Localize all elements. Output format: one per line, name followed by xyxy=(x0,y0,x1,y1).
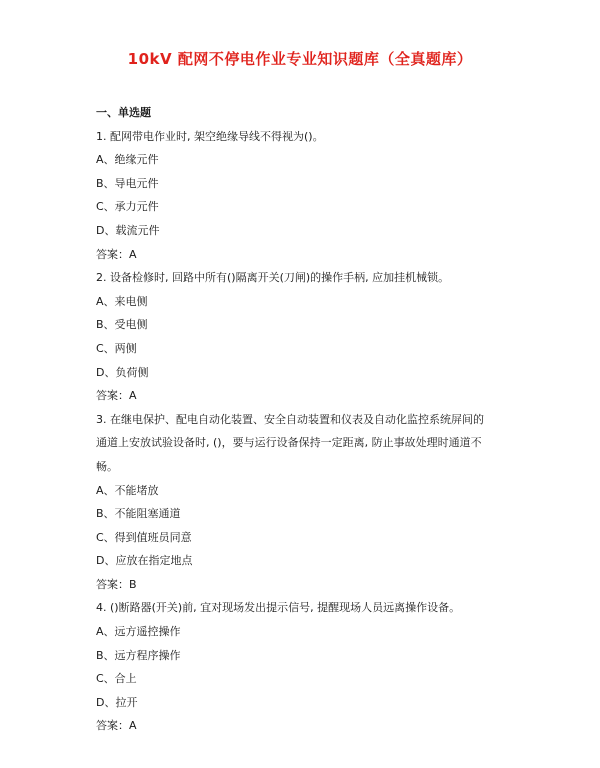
question-block xyxy=(96,596,516,738)
document-title: 10kV 配网不停电作业专业知识题库（全真题库） xyxy=(127,50,473,68)
option-d: D、应放在指定地点 xyxy=(96,554,193,568)
document-body xyxy=(96,101,516,738)
option-c: C、两侧 xyxy=(96,341,137,355)
option-c: C、合上 xyxy=(96,672,137,686)
option-a: A、来电侧 xyxy=(96,294,148,308)
section-heading: 一、单选题 xyxy=(96,106,151,119)
option-b: B、导电元件 xyxy=(96,176,159,190)
question-block xyxy=(96,266,516,408)
option-b: B、远方程序操作 xyxy=(96,648,181,662)
option-d: D、拉开 xyxy=(96,695,138,709)
option-a: A、远方遥控操作 xyxy=(96,625,181,639)
option-b: B、受电侧 xyxy=(96,318,148,332)
option-d: D、载流元件 xyxy=(96,223,160,237)
question-stem: 1. 配网带电作业时, 架空绝缘导线不得视为()。 xyxy=(96,129,324,143)
option-c: C、得到值班员同意 xyxy=(96,530,192,544)
option-b: B、不能阻塞通道 xyxy=(96,507,181,521)
answer-line: 答案：A xyxy=(96,247,137,261)
option-a: A、不能堵放 xyxy=(96,483,159,497)
question-block xyxy=(96,408,516,597)
question-stem-line-2: 通道上安放试验设备时, ()，要与运行设备保持一定距离, 防止事故处理时通道不 xyxy=(96,436,482,450)
question-stem: 4. ()断路器(开关)前, 宜对现场发出提示信号, 提醒现场人员远离操作设备。 xyxy=(96,601,461,615)
question-stem-line-1: 3. 在继电保护、配电自动化装置、安全自动装置和仪表及自动化监控系统屏间的 xyxy=(96,412,484,426)
option-c: C、承力元件 xyxy=(96,200,159,214)
question-block xyxy=(96,125,516,267)
answer-line: 答案：B xyxy=(96,577,137,591)
option-a: A、绝缘元件 xyxy=(96,153,159,167)
question-stem: 2. 设备检修时, 回路中所有()隔离开关(刀闸)的操作手柄, 应加挂机械锁。 xyxy=(96,271,450,285)
answer-line: 答案：A xyxy=(96,719,137,733)
option-d: D、负荷侧 xyxy=(96,365,149,379)
question-stem-line-3: 畅。 xyxy=(96,459,118,473)
answer-line: 答案：A xyxy=(96,389,137,403)
